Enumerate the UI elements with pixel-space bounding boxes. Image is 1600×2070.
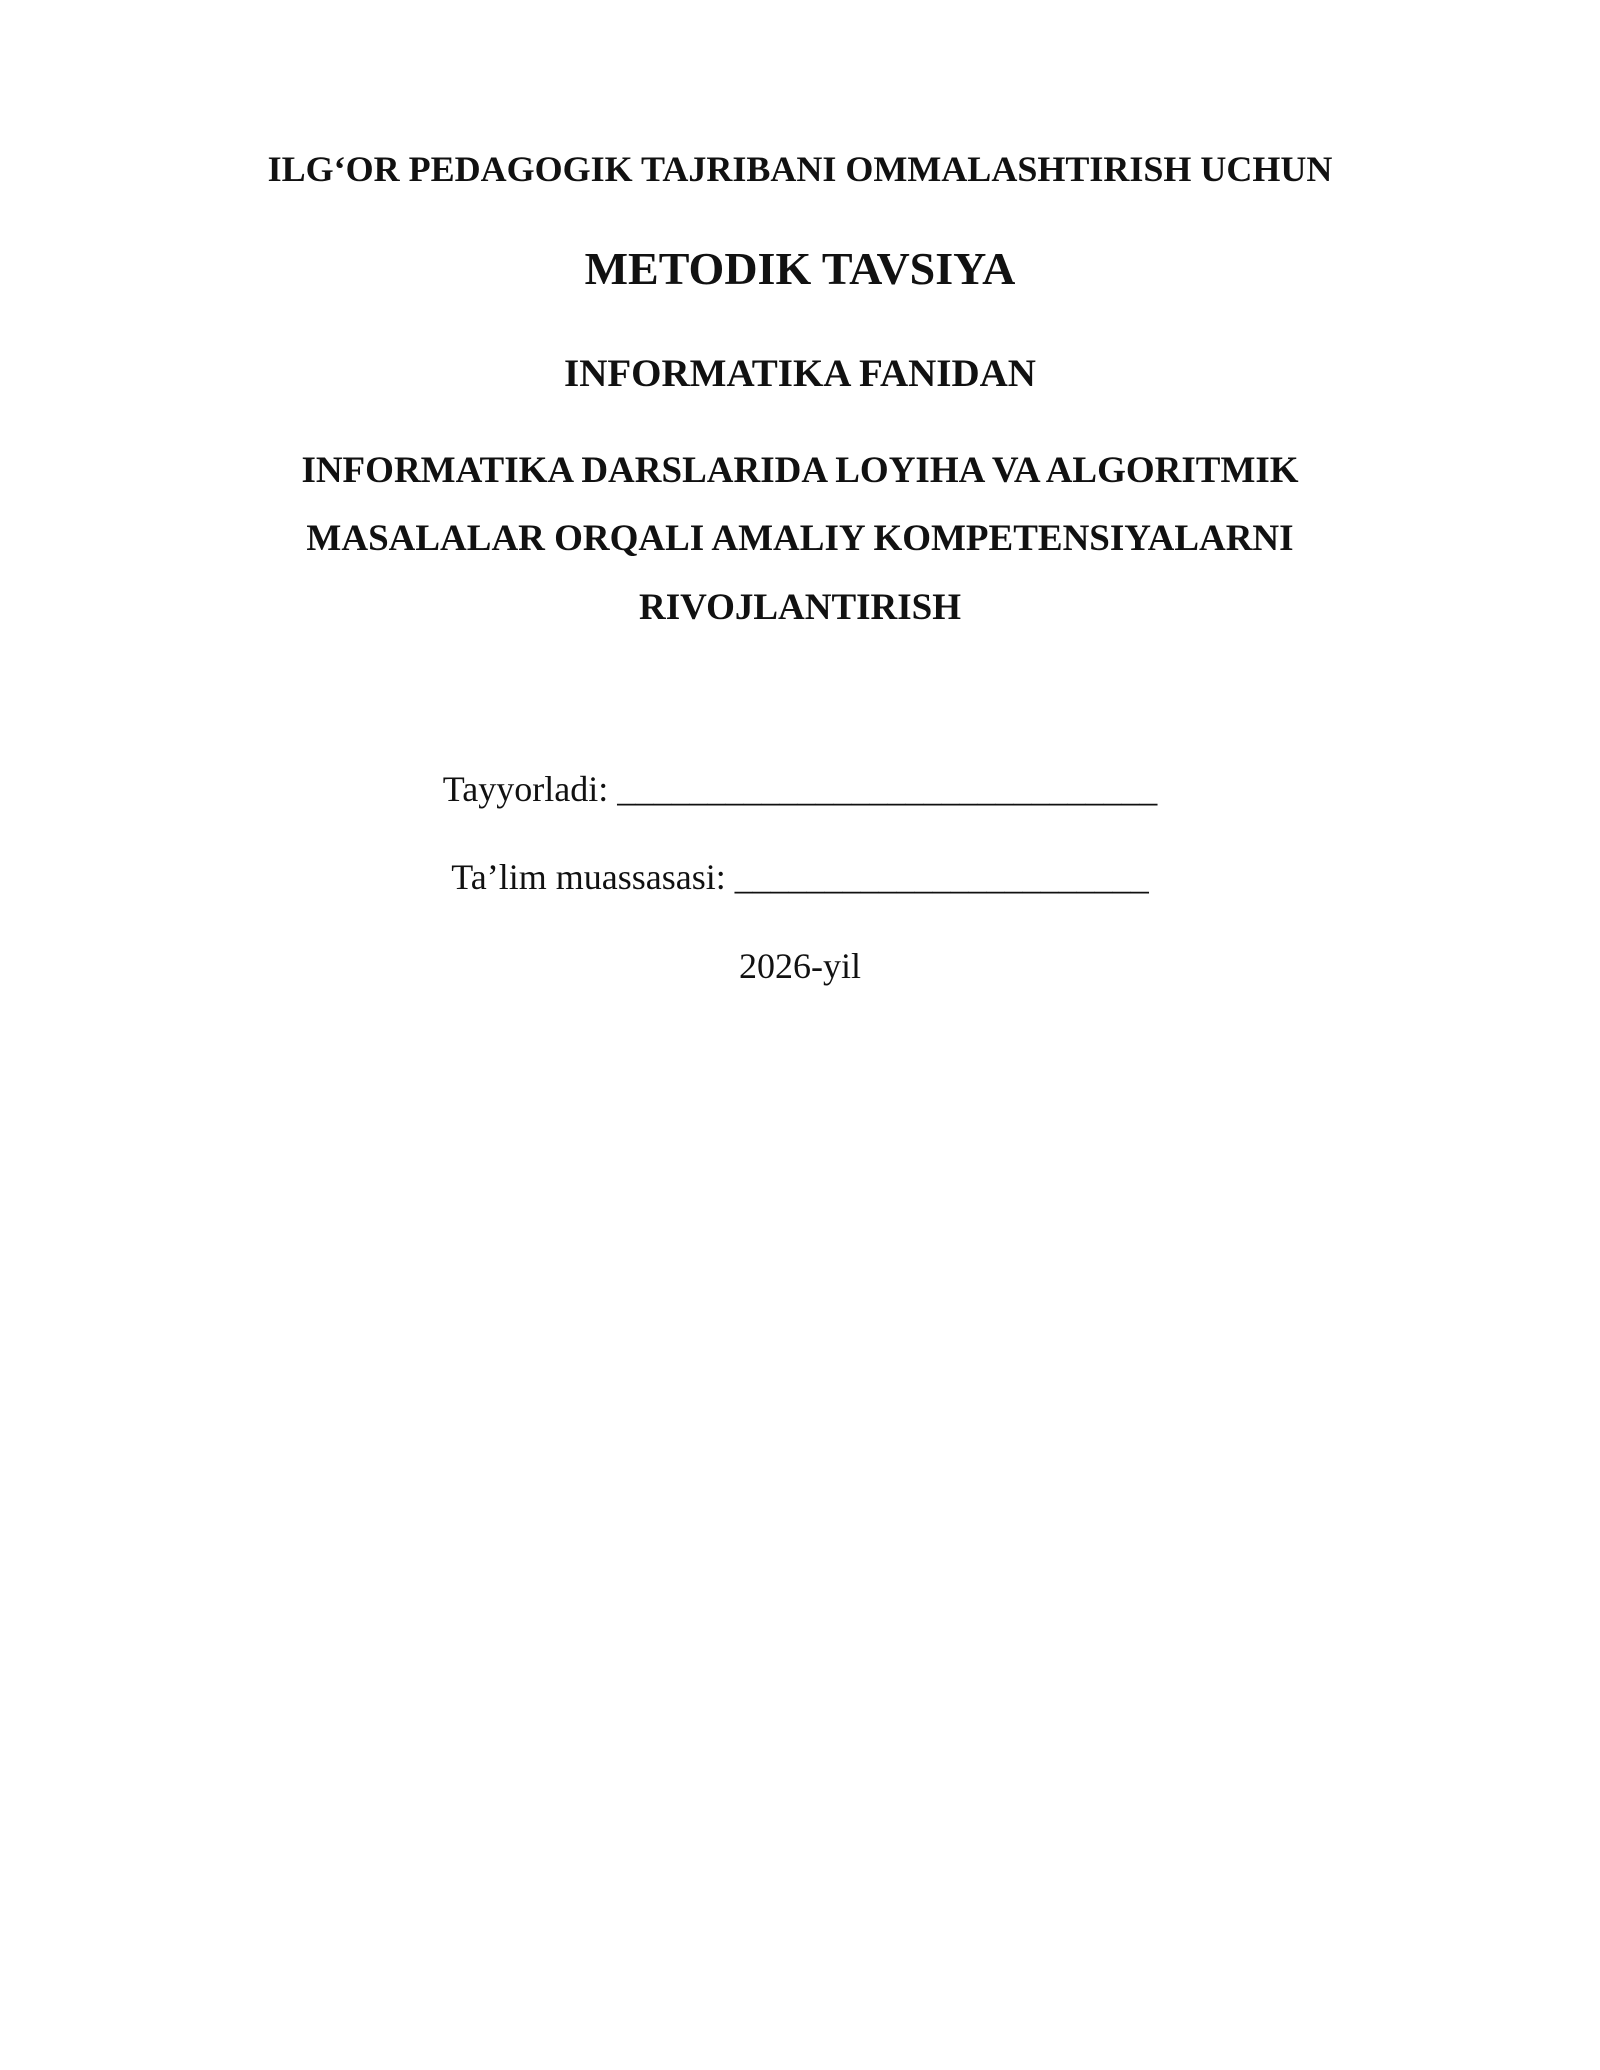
year-text: 2026-yil	[739, 946, 861, 986]
prepared-by-field	[0, 768, 1600, 810]
institution-field	[0, 856, 1600, 898]
topic-title-line: RIVOJLANTIRISH	[638, 587, 962, 628]
institution-blank: _______________________	[734, 857, 1149, 897]
subject-heading: INFORMATIKA FANIDAN	[564, 352, 1036, 395]
topic-title-line: INFORMATIKA DARSLARIDA LOYIHA VA ALGORITMIK	[301, 450, 1299, 491]
topic-title-line: MASALALAR ORQALI AMALIY KOMPETENSIYALARNI	[306, 518, 1294, 559]
document-type-title: METODIK TAVSIYA	[584, 243, 1016, 294]
prepared-by-label: Tayyorladi:	[442, 769, 609, 809]
prepared-by-blank: ______________________________	[617, 769, 1158, 809]
program-heading: ILG‘OR PEDAGOGIK TAJRIBANI OMMALASHTIRISH UCHUN	[267, 149, 1333, 189]
institution-label: Ta’lim muassasasi:	[451, 857, 726, 897]
